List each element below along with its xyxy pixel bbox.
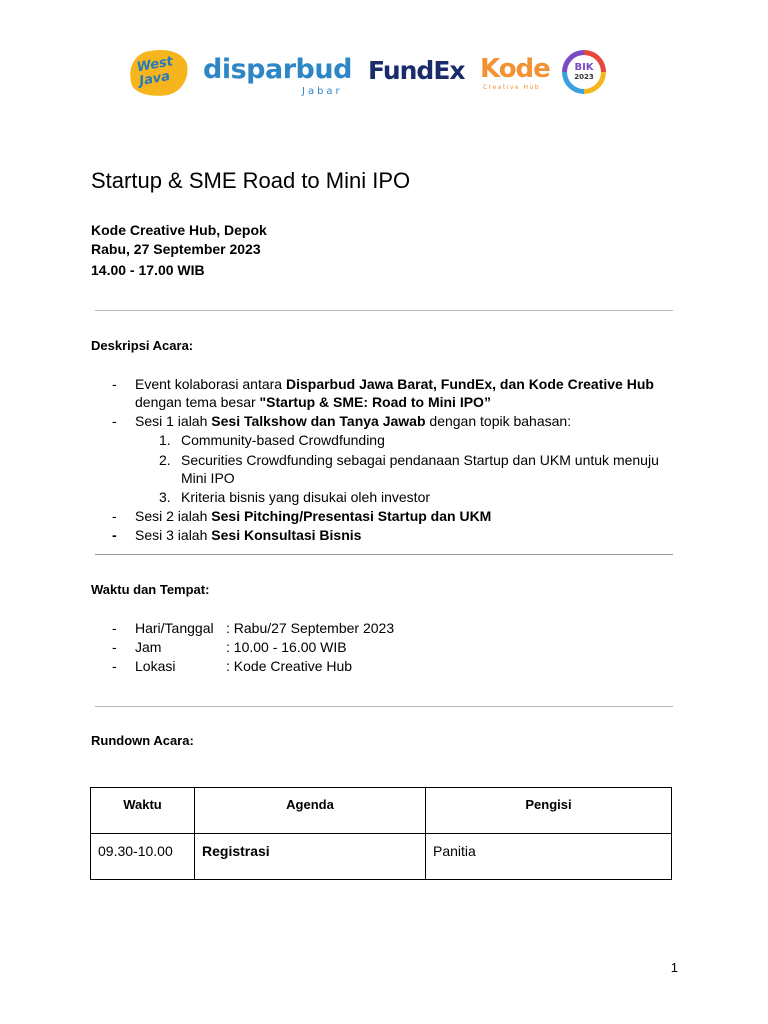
table-cell: 09.30-10.00 — [91, 834, 195, 880]
table-cell: Panitia — [426, 834, 672, 880]
topic-item: Kriteria bisnis yang disukai oleh investor — [181, 489, 431, 505]
divider — [95, 554, 673, 555]
column-header: Pengisi — [426, 788, 672, 834]
info-value: : Rabu/27 September 2023 — [226, 620, 395, 636]
section-heading-rundown: Rundown Acara: — [91, 733, 194, 748]
bullet-dash: - — [112, 527, 117, 543]
topic-number: 2. — [159, 452, 171, 468]
topic-item: Community-based Crowdfunding — [181, 432, 385, 448]
divider — [95, 310, 673, 311]
disparbud-sub: Jabar — [302, 86, 343, 97]
table-header-row — [91, 788, 672, 834]
topic-item: Securities Crowdfunding sebagai pendanaan Startup dan UKM untuk menuju — [181, 452, 659, 468]
bik-2023-logo: BIK 2023 — [562, 50, 606, 94]
kode-logo: Kode — [480, 54, 550, 84]
event-time: 14.00 - 17.00 WIB — [91, 262, 205, 278]
fundex-logo: FundEx — [368, 56, 465, 85]
table-cell: Registrasi — [195, 834, 426, 880]
topic-number: 1. — [159, 432, 171, 448]
info-label: Hari/Tanggal — [135, 620, 214, 636]
page-title: Startup & SME Road to Mini IPO — [91, 168, 411, 193]
bullet-dash: - — [112, 376, 117, 392]
bullet-dash: - — [112, 620, 117, 636]
event-date: Rabu, 27 September 2023 — [91, 241, 261, 257]
page-number: 1 — [670, 960, 678, 975]
list-item-kolaborasi: Event kolaborasi antara Disparbud Jawa Barat, FundEx, dan Kode Creative Hub dengan tema besar "Startup & SME: Road to Mini IPO” — [135, 376, 654, 410]
list-item-sesi-1: Sesi 1 ialah Sesi Talkshow dan Tanya Jawab dengan topik bahasan: — [135, 413, 572, 429]
bullet-dash: - — [112, 658, 117, 674]
bullet-dash: - — [112, 413, 117, 429]
divider — [95, 706, 673, 707]
info-label: Lokasi — [135, 658, 176, 674]
event-venue: Kode Creative Hub, Depok — [91, 222, 267, 238]
disparbud-logo: disparbud — [203, 54, 352, 85]
topic-item-cont: Mini IPO — [181, 470, 235, 486]
table-row — [91, 834, 672, 880]
list-item-sesi-2: Sesi 2 ialah Sesi Pitching/Presentasi Startup dan UKM — [135, 508, 492, 524]
column-header: Waktu — [91, 788, 195, 834]
column-header: Agenda — [195, 788, 426, 834]
info-value: : 10.00 - 16.00 WIB — [226, 639, 347, 655]
info-value: : Kode Creative Hub — [226, 658, 353, 674]
west-java-logo: West Java — [130, 50, 188, 96]
list-item-sesi-3: Sesi 3 ialah Sesi Konsultasi Bisnis — [135, 527, 362, 543]
info-label: Jam — [135, 639, 162, 655]
topic-number: 3. — [159, 489, 171, 505]
section-heading-waktu: Waktu dan Tempat: — [91, 582, 210, 597]
partner-logos — [130, 46, 610, 102]
rundown-table — [90, 787, 672, 880]
section-heading-deskripsi: Deskripsi Acara: — [91, 338, 194, 353]
bullet-dash: - — [112, 508, 117, 524]
kode-sub: Creative Hub — [483, 84, 541, 91]
bullet-dash: - — [112, 639, 117, 655]
